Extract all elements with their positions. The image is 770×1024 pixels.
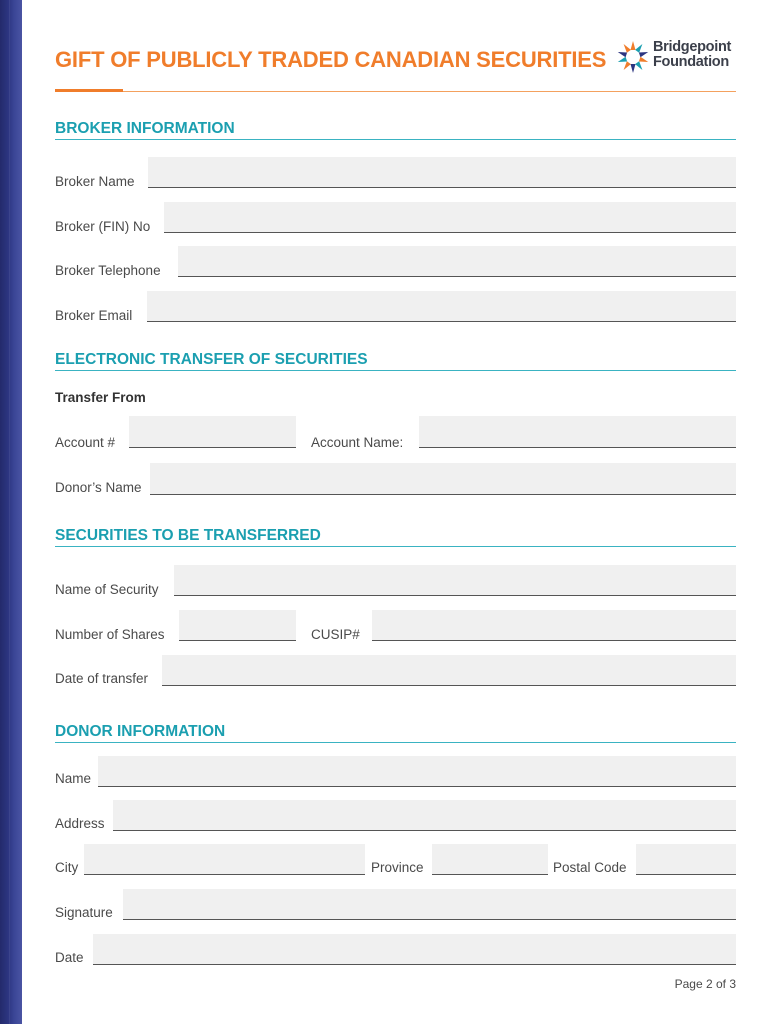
broker-email-field[interactable] [147,291,736,322]
donor-info-name-field[interactable] [98,756,736,787]
province-label: Province [371,860,424,875]
section-broker-information: BROKER INFORMATION [55,119,736,140]
bridgepoint-star-icon [616,40,650,74]
section-securities-to-transfer: SECURITIES TO BE TRANSFERRED [55,526,736,547]
broker-telephone-label: Broker Telephone [55,263,161,278]
donor-info-name-label: Name [55,771,92,786]
bridgepoint-logo [616,38,738,76]
date-of-transfer-field[interactable] [162,655,736,686]
broker-fin-field[interactable] [164,202,736,233]
title-divider [55,91,736,92]
security-name-field[interactable] [174,565,736,596]
postal-code-field[interactable] [636,844,736,875]
city-field[interactable] [84,844,365,875]
account-number-field[interactable] [129,416,296,448]
address-label: Address [55,816,105,831]
broker-telephone-field[interactable] [178,246,736,277]
date-of-transfer-label: Date of transfer [55,671,149,686]
section-electronic-transfer: ELECTRONIC TRANSFER OF SECURITIES [55,350,736,371]
broker-email-label: Broker Email [55,308,133,323]
title-divider-accent [55,89,123,92]
signature-field[interactable] [123,889,736,920]
number-of-shares-field[interactable] [179,610,296,641]
logo-line-2: Foundation [653,54,729,70]
left-sidebar-band [0,0,22,1024]
postal-code-label: Postal Code [553,860,627,875]
address-field[interactable] [113,800,736,831]
broker-name-field[interactable] [148,157,736,188]
account-number-label: Account # [55,435,116,450]
date-field[interactable] [93,934,736,965]
logo-line-1: Bridgepoint [653,39,732,55]
page-number: Page 2 of 3 [674,977,736,991]
province-field[interactable] [432,844,548,875]
donor-name-label: Donor’s Name [55,480,142,495]
logo-wordmark [653,40,731,70]
donor-name-field[interactable] [150,463,736,495]
date-label: Date [55,950,84,965]
account-name-field[interactable] [419,416,736,448]
security-name-label: Name of Security [55,582,159,597]
broker-fin-label: Broker (FIN) No [55,219,151,234]
form-page [55,0,736,1024]
cusip-label: CUSIP# [311,627,360,642]
number-of-shares-label: Number of Shares [55,627,165,642]
page-title: GIFT OF PUBLICLY TRADED CANADIAN SECURITIES [55,47,607,72]
transfer-from-label: Transfer From [55,390,146,405]
section-donor-information: DONOR INFORMATION [55,722,736,743]
account-name-label: Account Name: [311,435,404,450]
cusip-field[interactable] [372,610,736,641]
broker-name-label: Broker Name [55,174,135,189]
signature-label: Signature [55,905,113,920]
city-label: City [55,860,79,875]
